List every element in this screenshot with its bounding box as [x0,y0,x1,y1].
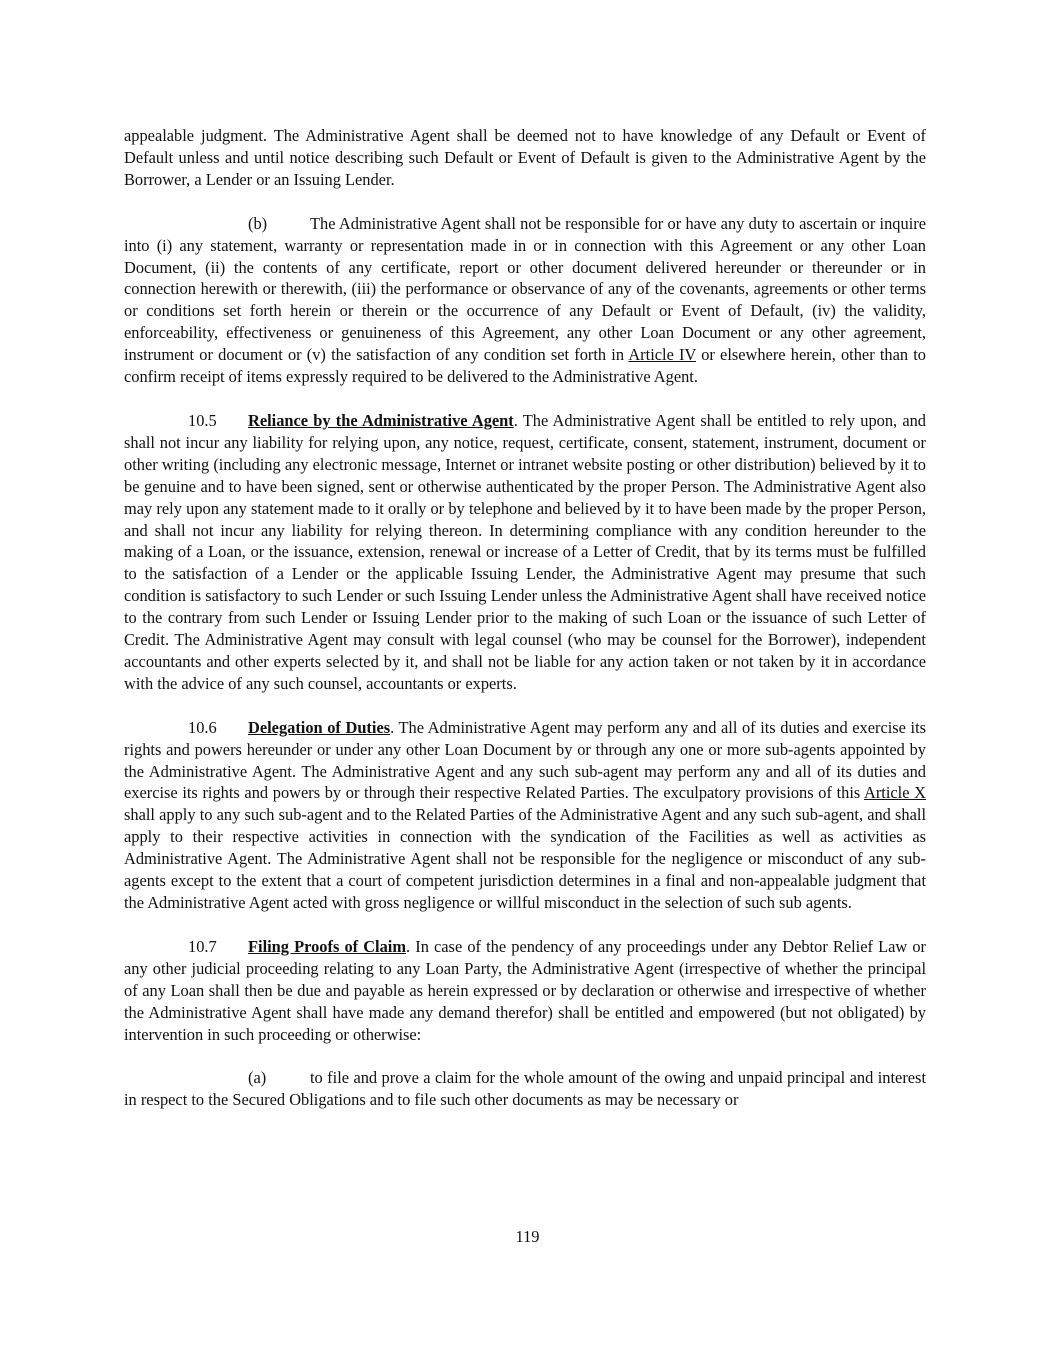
paragraph-text: appealable judgment. The Administrative Agent shall be deemed not to have knowledge of any Default or Event of Default unless and until notice describing such Default or Event of Default is given to the Administrative Agent by the Borrower, a Lender or an Issuing Lender. [124,126,926,189]
paragraph-continuation [124,125,926,191]
page-number: 119 [515,1227,540,1246]
section-heading: Delegation of Duties [248,717,391,737]
section-10-5 [124,410,926,695]
section-text: shall apply to any such sub-agent and to the Related Parties of the Administrative Agent and any such sub-agent, and shall apply to their respective activities in connection with the syndication of the Facilities as well as activities as Administrative Agent. The Administrative Agent shall not be responsible for the negligence or misconduct of any sub-agents except to the extent that a court of competent jurisdiction determines in a final and non-appealable judgment that the Administrative Agent acted with gross negligence or willful misconduct in the selection of such sub agents. [124,805,926,912]
article-reference[interactable]: Article IV [628,345,697,365]
section-text: . The Administrative Agent shall be entitled to rely upon, and shall not incur any liability for relying upon, any notice, request, certificate, consent, statement, instrument, document or other writing (including any electronic message, Internet or intranet website posting or other distribution) believed by it to be genuine and to have been signed, sent or otherwise authenticated by the proper Person. The Administrative Agent also may rely upon any statement made to it orally or by telephone and believed by it to have been made by the proper Person, and shall not incur any liability for relying thereon. In determining compliance with any condition hereunder to the making of a Loan, or the issuance, extension, renewal or increase of a Letter of Credit, that by its terms must be fulfilled to the satisfaction of a Lender or the applicable Issuing Lender, the Administrative Agent may presume that such condition is satisfactory to such Lender or such Issuing Lender unless the Administrative Agent shall have received notice to the contrary from such Lender or Issuing Lender prior to the making of such Loan or the issuance of such Letter of Credit. The Administrative Agent may consult with legal counsel (who may be counsel for the Borrower), independent accountants and other experts selected by it, and shall not be liable for any action taken or not taken by it in accordance with the advice of any such counsel, accountants or experts. [124,410,926,693]
paragraph-text: or elsewhere herein, other than to confirm receipt of items expressly required to be delivered to the Administrative Agent. [124,345,926,387]
section-10-7 [124,936,926,1046]
paragraph-text: The Administrative Agent shall not be responsible for or have any duty to ascertain or inquire into (i) any statement, warranty or representation made in or in connection with this Agreement or any other Loan Document, (ii) the contents of any certificate, report or other document delivered hereunder or thereunder or in connection herewith or therewith, (iii) the performance or observance of any of the covenants, agreements or other terms or conditions set forth herein or therein or the occurrence of any Default or Event of Default, (iv) the validity, enforceability, effectiveness or genuineness of this Agreement, any other Loan Document or any other agreement, instrument or document or (v) the satisfaction of any condition set forth in [124,213,926,365]
clause-label: (b) [248,213,268,233]
paragraph-b [124,213,926,388]
clause-label: (a) [248,1068,267,1088]
section-text: . The Administrative Agent may perform any and all of its duties and exercise its rights and powers hereunder or under any other Loan Document by or through any one or more sub-agents appointed by the Administrative Agent. The Administrative Agent and any such sub-agent may perform any and all of its duties and exercise its rights and powers by or through their respective Related Parties. The exculpatory provisions of this [124,717,927,803]
document-body [124,125,926,1111]
section-heading: Reliance by the Administrative Agent [248,410,514,430]
paragraph-text: to file and prove a claim for the whole amount of the owing and unpaid principal and interest in respect to the Secured Obligations and to file such other documents as may be necessary or [124,1068,926,1110]
section-number: 10.6 [188,717,217,737]
section-text: . In case of the pendency of any proceedings under any Debtor Relief Law or any other judicial proceeding relating to any Loan Party, the Administrative Agent (irrespective of whether the principal of any Loan shall then be due and payable as herein expressed or by declaration or otherwise and irrespective of whether the Administrative Agent shall have made any demand therefor) shall be entitled and empowered (but not obligated) by intervention in such proceeding or otherwise: [124,936,926,1044]
section-number: 10.7 [188,936,217,956]
section-number: 10.5 [188,410,217,430]
paragraph-a [124,1067,926,1111]
section-heading: Filing Proofs of Claim [248,936,407,956]
article-reference[interactable]: Article X [864,783,926,803]
section-10-6 [124,717,926,914]
